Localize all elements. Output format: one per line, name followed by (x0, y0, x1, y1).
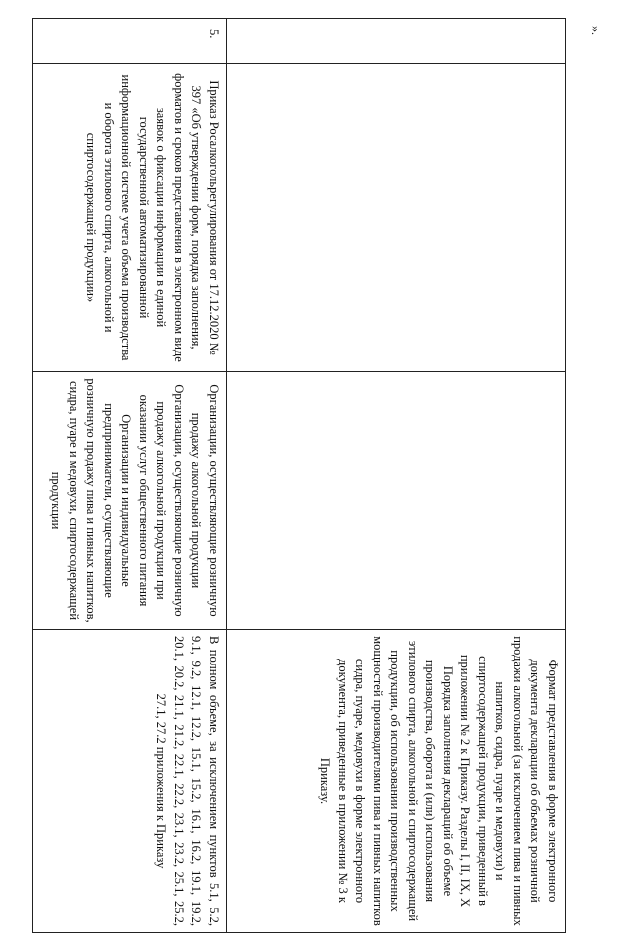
subject-paragraph: Организации, осуществляющие розничную продажу алкогольной продукции при оказании услуг общественного питания (137, 384, 186, 617)
table-row (227, 19, 566, 933)
act-cell (227, 64, 566, 372)
table-row (33, 19, 227, 933)
provisions-text: Формат представления в форме электронного документа декларации об объемах розничной продажи алкогольной (за исключением пива и пивных напитков, сидра, пуаре и медовухи) и спиртосодержащей продукции, приведенный в приложении № 2 к Приказу. Разделы I, II, IX, X Порядка заполнения деклараций об объеме производства, оборота и (или) использования этилового спирта, алкогольной и спиртосодержащей продукции, об использовании производственных мощностей производителями пива и пивных напитков сидра, пуаре, медовухи в форме электронного документа, приведенные в приложении № 3 к Приказу. (318, 636, 560, 926)
rotated-document-page (41, 18, 566, 926)
provisions-cell (227, 630, 566, 933)
subject-paragraph: Организации, осуществляющие розничную продажу алкогольной продукции (189, 384, 221, 617)
regulation-table (32, 18, 566, 933)
closing-quote: ». (589, 26, 603, 35)
act-cell (33, 64, 227, 372)
subjects-cell (33, 372, 227, 630)
act-text: Приказ Росалкогольрегулирования от 17.12.2020 № 397 «Об утверждении форм, порядка заполнения, форматов и сроков представления в электронном виде заявок о фиксации информации в единой государственной автоматизированной информационной системе учета объема производства и оборота этилового спирта, алкогольной и спиртосодержащей продукции» (84, 73, 221, 362)
provisions-text: В полном объеме, за исключением пунктов 5.1, 5.2, 9.1, 9.2, 12.1, 12.2, 15.1, 15.2, 16.1, 16.2, 19.1, 19.2, 20.1, 20.2, 21.1, 21.2, 22.1, 22.2, 23.1, 23.2, 25.1, 25.2, 27.1, 27.2 приложения к Приказу (154, 636, 221, 926)
row-number-cell: 5. (33, 19, 227, 64)
provisions-cell (33, 630, 227, 933)
subjects-cell (227, 372, 566, 630)
subject-paragraph: Организации и индивидуальные предприниматели, осуществляющие розничную продажу пива и пивных напитков, сидра, пуаре и медовухи, спиртосодержащей продукции (49, 378, 134, 623)
row-number-cell (227, 19, 566, 64)
